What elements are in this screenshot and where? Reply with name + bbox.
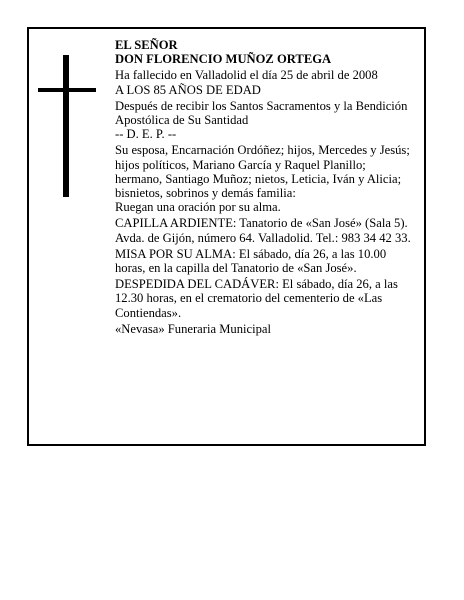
farewell-info: DESPEDIDA DEL CADÁVER: El sábado, día 26, a las 12.30 horas, en el crematorio del cementerio de «Las Contiendas». <box>115 277 398 320</box>
death-statement: Ha fallecido en Valladolid el día 25 de abril de 2008 <box>115 68 378 83</box>
family-text: Su esposa, Encarnación Ordóñez; hijos, Mercedes y Jesús; hijos políticos, Mariano García y Raquel Planillo; hermano, Santiago Muñoz; nietos, Leticia, Iván y Alicia; bisnietos, sobrinos y demás familia: <box>115 143 410 201</box>
title-line-1: EL SEÑOR <box>115 38 178 52</box>
rip-line: -- D. E. P. -- <box>115 127 177 142</box>
sacraments-text: Después de recibir los Santos Sacramentos y la Bendición Apostólica de Su Santidad <box>115 98 408 128</box>
prayer-request: Ruegan una oración por su alma. <box>115 200 281 215</box>
chapel-info: CAPILLA ARDIENTE: Tanatorio de «San José» (Sala 5). Avda. de Gijón, número 64. Valladolid. Tel.: 983 34 42 33. <box>115 216 411 245</box>
obituary-text <box>115 38 415 338</box>
cross-icon <box>63 55 69 197</box>
age-line: A LOS 85 AÑOS DE EDAD <box>115 82 261 97</box>
mass-info: MISA POR SU ALMA: El sábado, día 26, a las 10.00 horas, en la capilla del Tanatorio de «San José». <box>115 246 387 276</box>
cross-icon-arm <box>38 88 96 92</box>
funeral-home: «Nevasa» Funeraria Municipal <box>115 321 271 336</box>
deceased-name: DON FLORENCIO MUÑOZ ORTEGA <box>115 52 332 67</box>
